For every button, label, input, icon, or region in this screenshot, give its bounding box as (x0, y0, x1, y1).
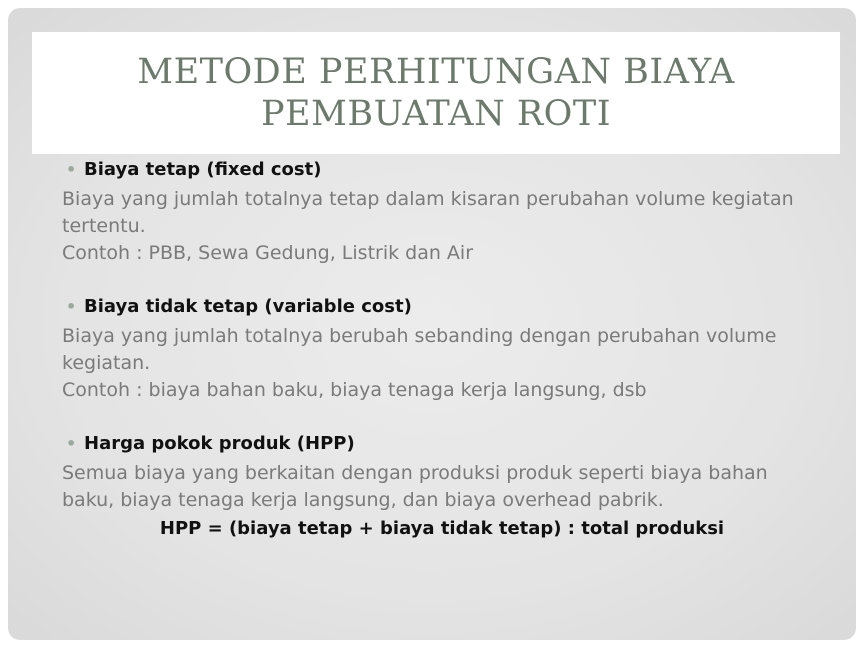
spacer (62, 404, 822, 432)
spacer (62, 267, 822, 295)
bullet-icon: • (66, 160, 77, 179)
bullet-icon: • (66, 434, 77, 453)
slide (8, 8, 856, 640)
definition-paragraph: Biaya yang jumlah totalnya tetap dalam kisaran perubahan volume kegiatan tertentu. (62, 188, 794, 237)
bullet-icon: • (66, 297, 77, 316)
heading-text: Biaya tetap (fixed cost) (84, 159, 322, 180)
slide-title-line-1: METODE PERHITUNGAN BIAYA (137, 52, 735, 92)
definition-paragraph: Biaya yang jumlah totalnya berubah sebanding dengan perubahan volume kegiatan. (62, 325, 777, 374)
slide-content (62, 158, 822, 542)
example-paragraph: Contoh : PBB, Sewa Gedung, Listrik dan Air (62, 242, 474, 264)
hpp-formula: HPP = (biaya tetap + biaya tidak tetap) : total produksi (159, 518, 725, 539)
section-heading-variable-cost (62, 295, 822, 319)
heading-text: Harga pokok produk (HPP) (84, 433, 355, 454)
definition-paragraph: Semua biaya yang berkaitan dengan produksi produk seperti biaya bahan baku, biaya tenaga kerja langsung, dan biaya overhead pabrik. (62, 462, 768, 511)
section-heading-fixed-cost (62, 158, 822, 182)
section-heading-hpp (62, 432, 822, 456)
example-paragraph: Contoh : biaya bahan baku, biaya tenaga kerja langsung, dsb (62, 379, 647, 401)
slide-title-line-2: PEMBUATAN ROTI (260, 94, 612, 134)
heading-text: Biaya tidak tetap (variable cost) (84, 296, 412, 317)
title-box (32, 32, 840, 154)
